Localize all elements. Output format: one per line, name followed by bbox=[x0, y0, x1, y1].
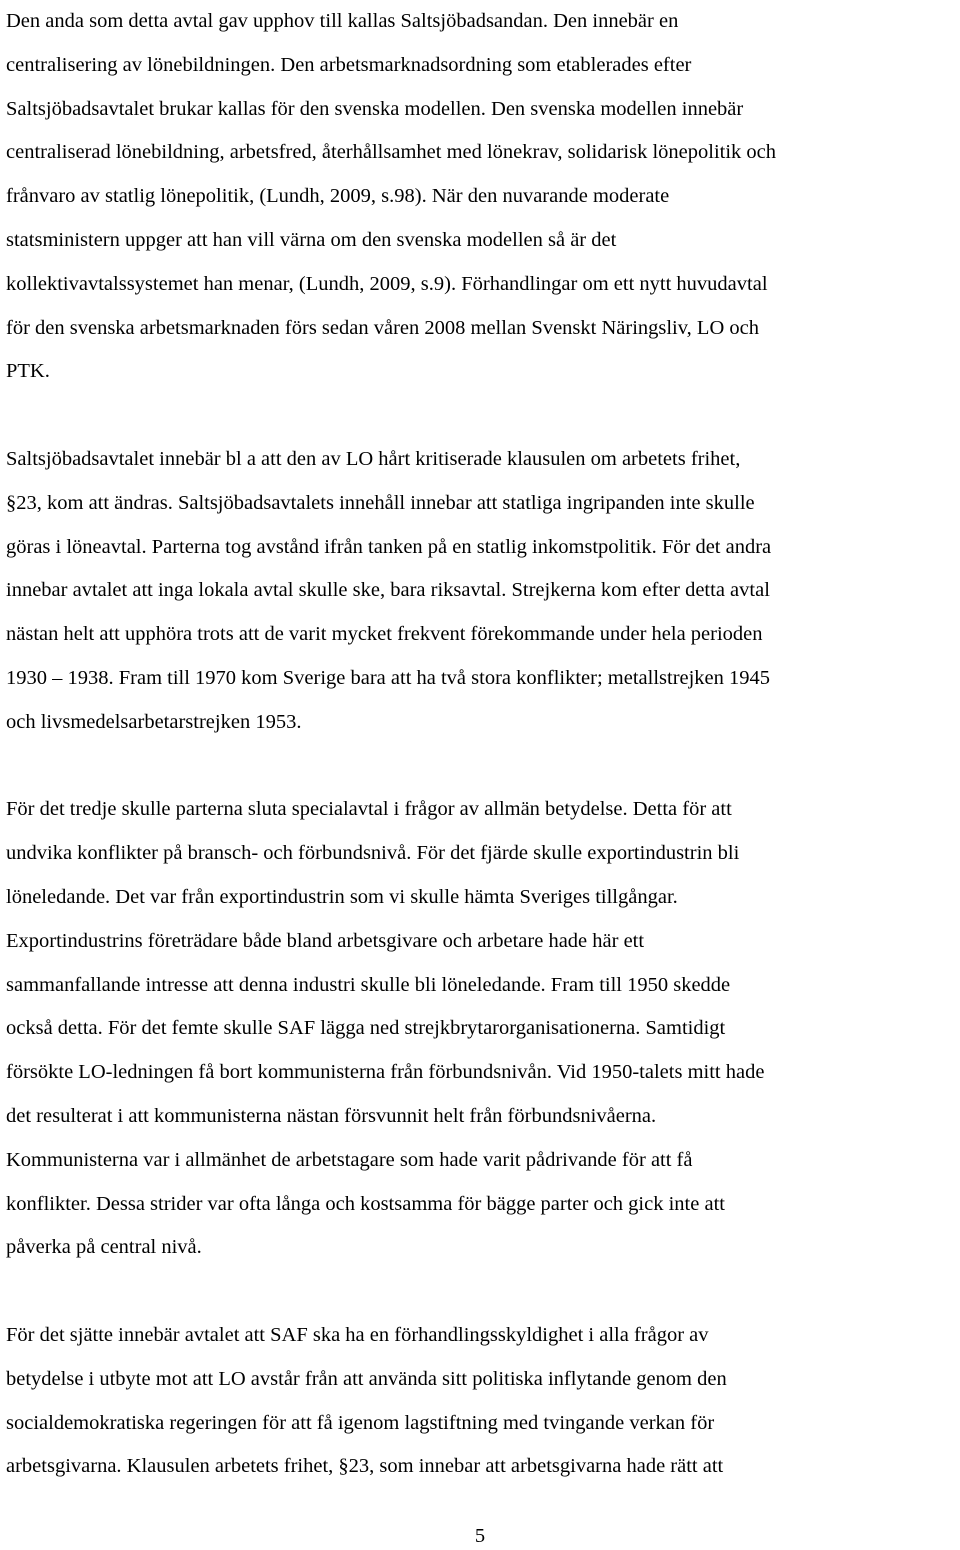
text-line: nästan helt att upphöra trots att de varit mycket frekvent förekommande under hela perioden bbox=[6, 623, 763, 646]
paragraph-4 bbox=[6, 1314, 954, 1489]
text-line: centralisering av lönebildningen. Den arbetsmarknadsordning som etablerades efter bbox=[6, 53, 692, 76]
text-line: Den anda som detta avtal gav upphov till kallas Saltsjöbadsandan. Den innebär en bbox=[6, 10, 679, 32]
text-line: kollektivavtalssystemet han menar, (Lundh, 2009, s.9). Förhandlingar om ett nytt huvudavtal bbox=[6, 272, 768, 295]
text-line: För det tredje skulle parterna sluta specialavtal i frågor av allmän betydelse. Detta för att bbox=[6, 798, 732, 821]
text-line: sammanfallande intresse att denna industri skulle bli löneledande. Fram till 1950 skedde bbox=[6, 973, 731, 996]
paragraph-2 bbox=[6, 438, 954, 745]
text-line: För det sjätte innebär avtalet att SAF ska ha en förhandlingsskyldighet i alla frågor av bbox=[6, 1323, 709, 1346]
text-line: frånvaro av statlig lönepolitik, (Lundh, 2009, s.98). När den nuvarande moderate bbox=[6, 185, 670, 208]
text-line: försökte LO-ledningen få bort kommunisterna från förbundsnivån. Vid 1950-talets mitt hade bbox=[6, 1061, 765, 1084]
text-line: statsministern uppger att han vill värna om den svenska modellen så är det bbox=[6, 228, 617, 251]
text-line: 1930 – 1938. Fram till 1970 kom Sverige bara att ha två stora konflikter; metallstrejken 1945 bbox=[6, 666, 771, 689]
text-line: Kommunisterna var i allmänhet de arbetstagare som hade varit pådrivande för att få bbox=[6, 1148, 693, 1171]
text-line: undvika konflikter på bransch- och förbundsnivå. För det fjärde skulle exportindustrin bli bbox=[6, 842, 740, 865]
text-line: konflikter. Dessa strider var ofta långa och kostsamma för bägge parter och gick inte att bbox=[6, 1192, 725, 1215]
text-line: Exportindustrins företrädare både bland arbetsgivare och arbetare hade här ett bbox=[6, 929, 645, 952]
text-line: PTK. bbox=[6, 360, 50, 383]
text-line: också detta. För det femte skulle SAF lägga ned strejkbrytarorganisationerna. Samtidigt bbox=[6, 1017, 726, 1040]
text-line: för den svenska arbetsmarknaden förs sedan våren 2008 mellan Svenskt Näringsliv, LO och bbox=[6, 316, 759, 339]
text-line: Saltsjöbadsavtalet innebär bl a att den av LO hårt kritiserade klausulen om arbetets frihet, bbox=[6, 447, 741, 470]
paragraph-1 bbox=[6, 0, 954, 394]
text-line: §23, kom att ändras. Saltsjöbadsavtalets innehåll innebar att statliga ingripanden inte skulle bbox=[6, 491, 755, 514]
text-line: centraliserad lönebildning, arbetsfred, återhållsamhet med lönekrav, solidarisk lönepolitik och bbox=[6, 141, 777, 164]
text-line: socialdemokratiska regeringen för att få igenom lagstiftning med tvingande verkan för bbox=[6, 1411, 715, 1434]
text-line: det resulterat i att kommunisterna nästan försvunnit helt från förbundsnivåerna. bbox=[6, 1104, 657, 1127]
paragraph-3 bbox=[6, 788, 954, 1270]
document-page bbox=[6, 0, 954, 1489]
text-line: göras i löneavtal. Parterna tog avstånd ifrån tanken på en statlig inkomstpolitik. För det andra bbox=[6, 535, 772, 558]
text-line: betydelse i utbyte mot att LO avstår från att använda sitt politiska inflytande genom den bbox=[6, 1367, 727, 1390]
text-line: innebar avtalet att inga lokala avtal skulle ske, bara riksavtal. Strejkerna kom efter detta avtal bbox=[6, 579, 770, 602]
text-line: Saltsjöbadsavtalet brukar kallas för den svenska modellen. Den svenska modellen innebär bbox=[6, 97, 744, 120]
page-number: 5 bbox=[474, 1525, 486, 1547]
text-line: påverka på central nivå. bbox=[6, 1236, 202, 1259]
text-line: och livsmedelsarbetarstrejken 1953. bbox=[6, 710, 302, 733]
text-line: löneledande. Det var från exportindustrin som vi skulle hämta Sveriges tillgångar. bbox=[6, 885, 678, 908]
text-line: arbetsgivarna. Klausulen arbetets frihet, §23, som innebar att arbetsgivarna hade rätt att bbox=[6, 1455, 724, 1478]
